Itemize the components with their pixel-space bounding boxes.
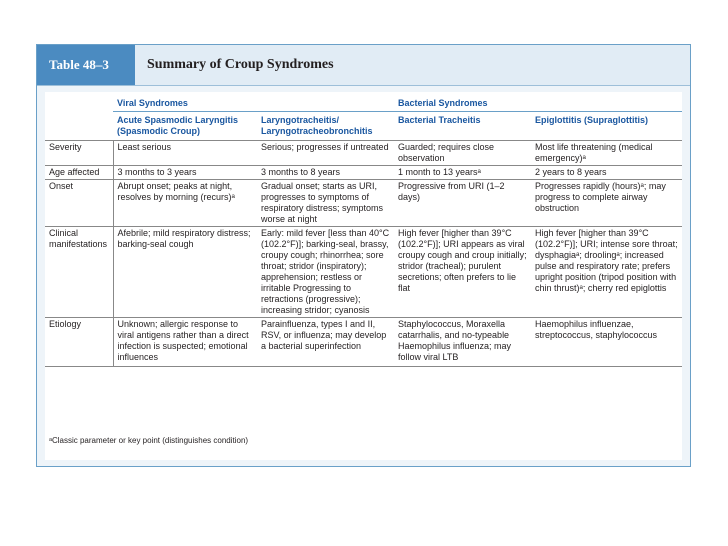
table-cell: 3 months to 8 years — [257, 166, 394, 180]
table-cell: Progresses rapidly (hours)ᵃ; may progress to complete airway obstruction — [531, 180, 682, 227]
row-label: Onset — [45, 180, 113, 227]
table-cell: Afebrile; mild respiratory distress; barking-seal cough — [113, 227, 257, 318]
column-header-epiglottitis: Epiglottitis (Supraglottitis) — [535, 115, 648, 125]
blank-corner — [45, 92, 113, 112]
table-row — [45, 141, 682, 166]
table-cell: Parainfluenza, types I and II, RSV, or influenza; may develop a bacterial superinfection — [257, 318, 394, 367]
blank-corner-2 — [45, 112, 113, 141]
table-cell: High fever [higher than 39°C (102.2°F)]; URI; intense sore throat; dysphagiaᵃ; droolingᵃ; increased pulse and respiratory rate; prefers upright position (tripod position with chin thrust)ᵃ; cherry red epiglottis — [531, 227, 682, 318]
table-cell: Staphylococcus, Moraxella catarrhalis, and no-typeable Haemophilus influenza; may follow viral LTB — [394, 318, 531, 367]
table-header — [37, 45, 690, 86]
row-label: Severity — [45, 141, 113, 166]
table-row — [45, 166, 682, 180]
table-cell: Abrupt onset; peaks at night, resolves by morning (recurs)ᵃ — [113, 180, 257, 227]
table-cell: Most life threatening (medical emergency)ᵃ — [531, 141, 682, 166]
table-cell: Unknown; allergic response to viral antigens rather than a direct infection is suspected; emotional influences — [113, 318, 257, 367]
table-cell: Guarded; requires close observation — [394, 141, 531, 166]
table-body-panel — [45, 92, 682, 460]
row-label: Age affected — [45, 166, 113, 180]
viral-group-header: Viral Syndromes — [113, 92, 394, 112]
table-cell: Gradual onset; starts as URI, progresses to symptoms of respiratory distress; symptoms worse at night — [257, 180, 394, 227]
table-cell: Progressive from URI (1–2 days) — [394, 180, 531, 227]
table-cell: Early: mild fever [less than 40°C (102.2°F)]; barking-seal, brassy, croupy cough; rhinorrhea; sore throat; stridor (inspiratory); apprehension; restless or irritable Progressing to retractions (progressive); increasing stridor; cyanosis — [257, 227, 394, 318]
row-label: Clinical manifestations — [45, 227, 113, 318]
table-number: Table 48–3 — [37, 45, 135, 85]
table-row — [45, 227, 682, 318]
table-cell: High fever [higher than 39°C (102.2°F)]; URI appears as viral croupy cough and croup initially; stridor (tracheal); purulent secretions; often prefers to lie flat — [394, 227, 531, 318]
croup-table — [45, 92, 682, 367]
bacterial-group-header: Bacterial Syndromes — [394, 92, 682, 112]
table-row — [45, 318, 682, 367]
table-cell: 1 month to 13 yearsᵃ — [394, 166, 531, 180]
column-header-row — [45, 112, 682, 141]
table-cell: 2 years to 8 years — [531, 166, 682, 180]
table-cell: Least serious — [113, 141, 257, 166]
table-title: Summary of Croup Syndromes — [147, 57, 334, 72]
table-frame — [36, 44, 691, 467]
row-label: Etiology — [45, 318, 113, 367]
column-header-tracheitis: Bacterial Tracheitis — [398, 115, 481, 125]
table-row — [45, 180, 682, 227]
table-footnote: ᵃClassic parameter or key point (distinguishes condition) — [49, 436, 249, 445]
table-cell: Haemophilus influenzae, streptococcus, staphylococcus — [531, 318, 682, 367]
table-cell: 3 months to 3 years — [113, 166, 257, 180]
group-header-row — [45, 92, 682, 112]
column-header-spasmodic: Acute Spasmodic Laryngitis (Spasmodic Croup) — [117, 115, 239, 136]
column-header-ltb: Laryngotracheitis/ Laryngotracheobronchitis — [261, 115, 373, 136]
table-cell: Serious; progresses if untreated — [257, 141, 394, 166]
